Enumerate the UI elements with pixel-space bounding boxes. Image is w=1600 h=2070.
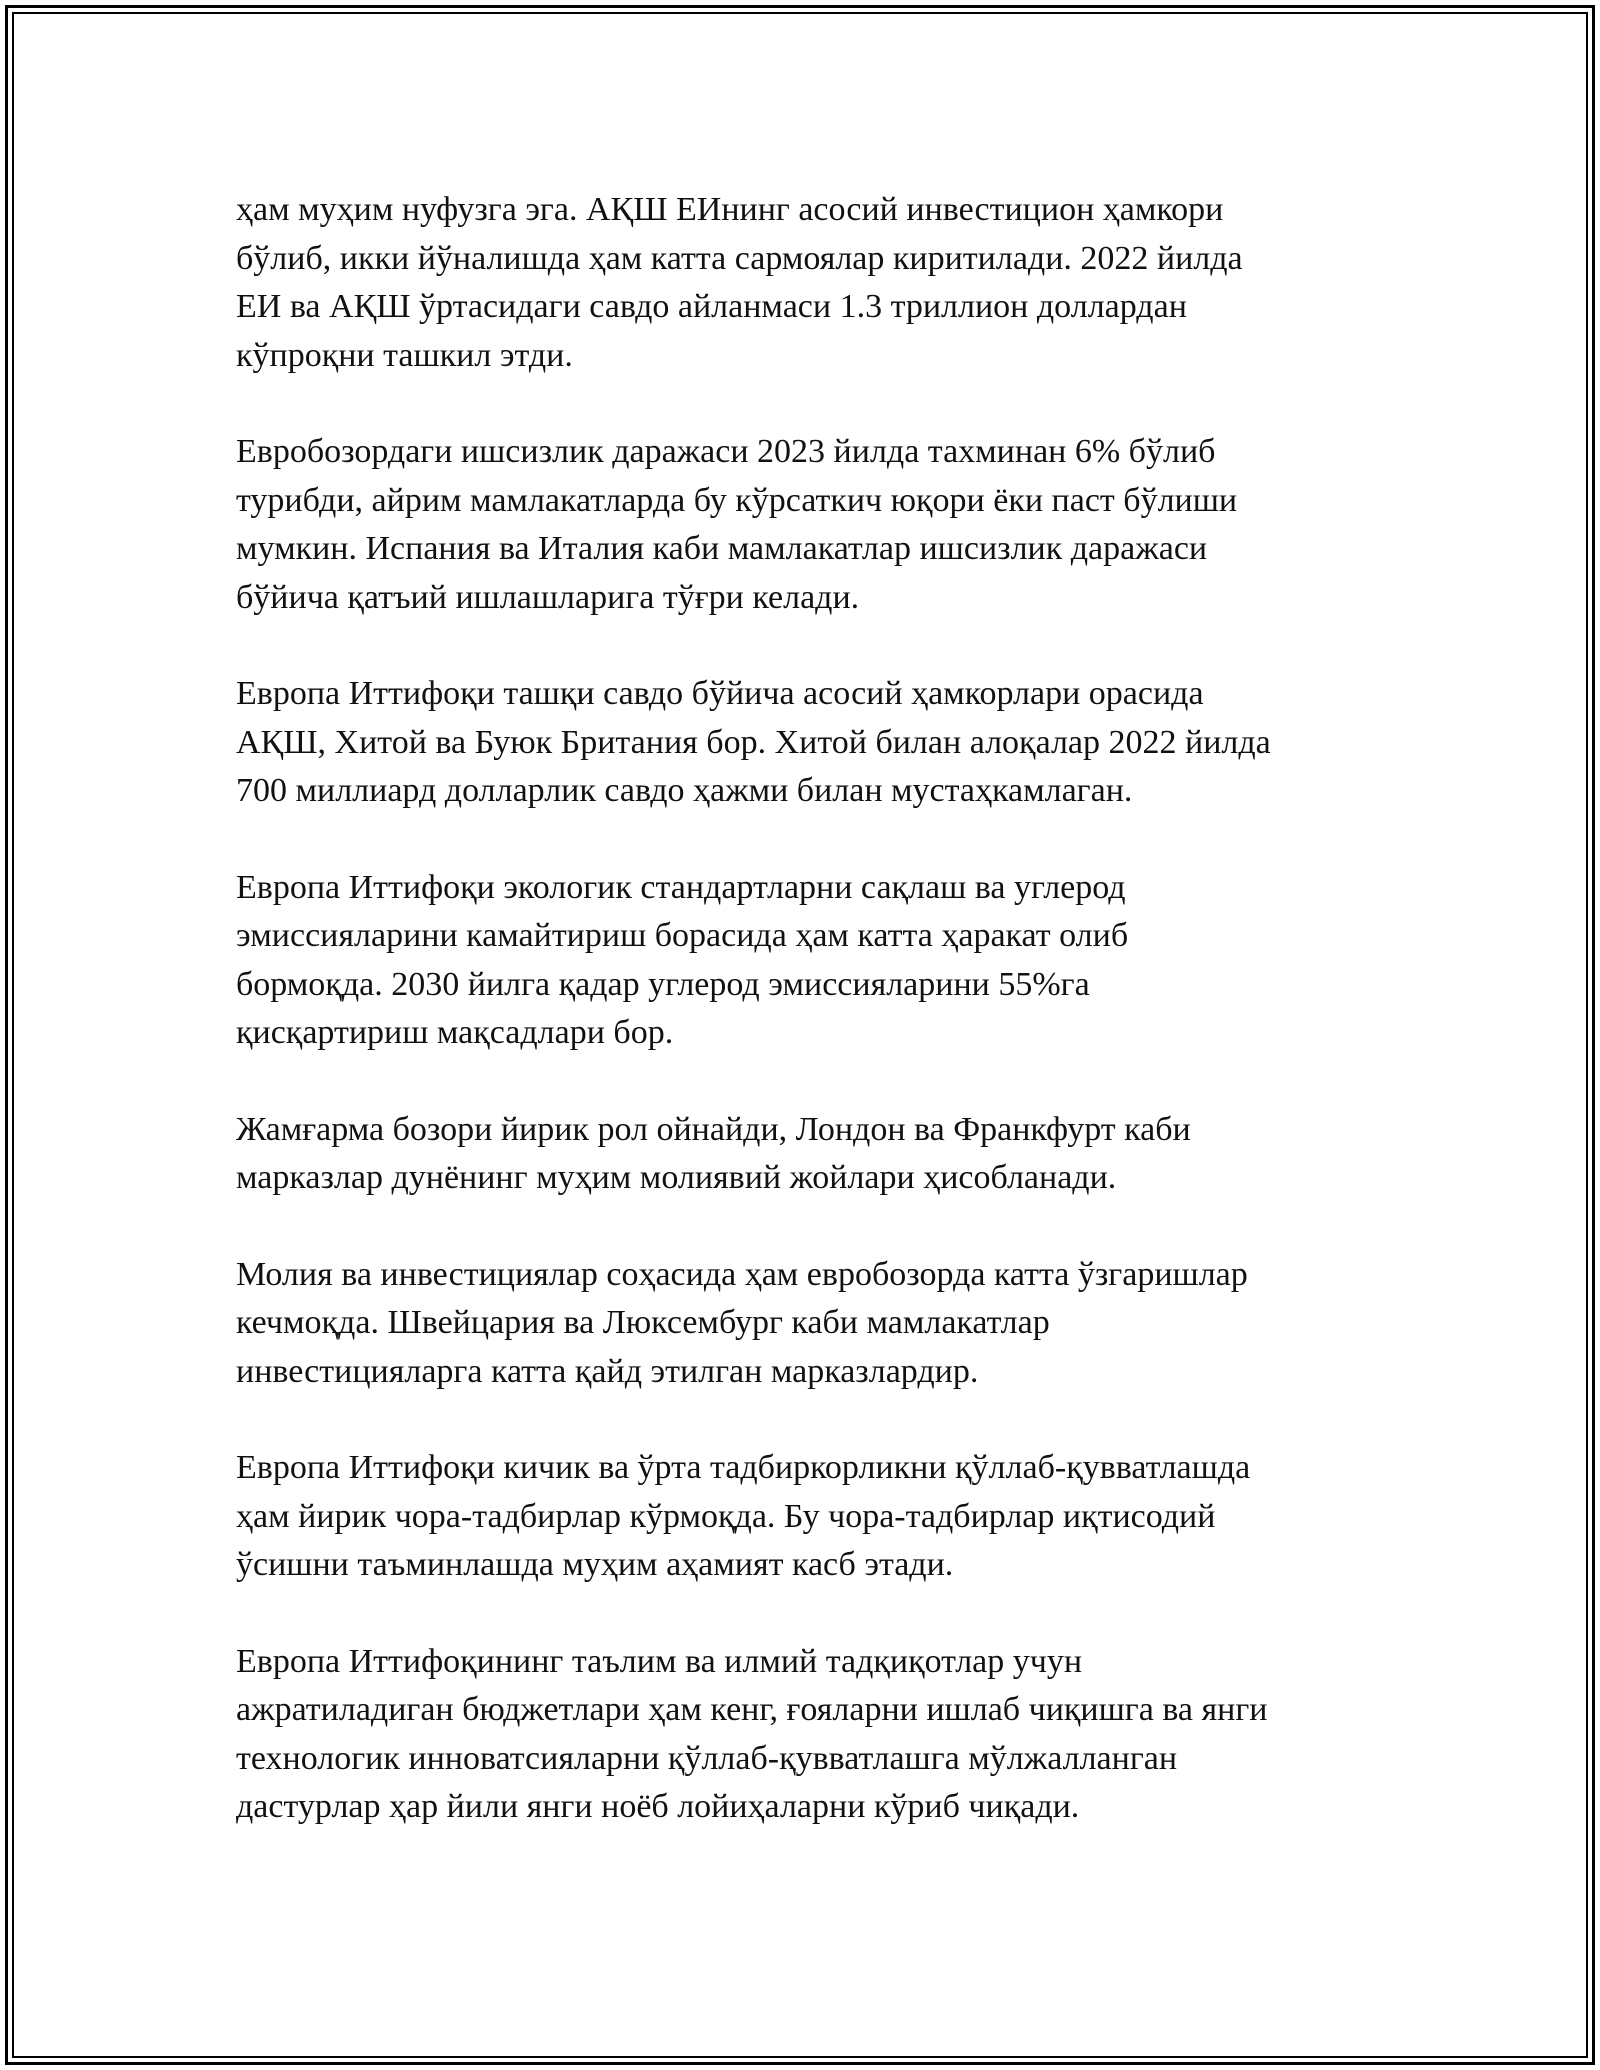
paragraph-5: Жамғарма бозори йирик рол ойнайди, Лондон ва Франкфурт каби марказлар дунёнинг муҳим молиявий жойлари ҳисобланади. [236, 1110, 1191, 1196]
document-body [236, 186, 1396, 1880]
paragraph-6: Молия ва инвестициялар соҳасида ҳам евробозорда катта ўзгаришлар кечмоқда. Швейцария ва Люксембург каби мамлакатлар инвестицияларга катта қайд этилган марказлардир. [236, 1255, 1248, 1390]
paragraph-2: Евробозордаги ишсизлик даражаси 2023 йилда тахминан 6% бўлиб турибди, айрим мамлакатларда бу кўрсаткич юқори ёки паст бўлиши мумкин. Испания ва Италия каби мамлакатлар ишсизлик даражаси бўйича қатъий ишлашларига тўғри келади. [236, 433, 1238, 616]
paragraph-8: Европа Иттифоқининг таълим ва илмий тадқиқотлар учун ажратиладиган бюджетлари ҳам кенг, ғояларни ишлаб чиқишга ва янги технологик инноватсияларни қўллаб-қувватлашга мўлжалланган дастурлар ҳар йили янги ноёб лойиҳаларни кўриб чиқади. [236, 1642, 1268, 1825]
paragraph-4: Европа Иттифоқи экологик стандартларни сақлаш ва углерод эмиссияларини камайтириш борасида ҳам катта ҳаракат олиб бормоқда. 2030 йилга қадар углерод эмиссияларини 55%га қисқартириш мақсадлари бор. [236, 868, 1129, 1051]
paragraph-1: ҳам муҳим нуфузга эга. АҚШ ЕИнинг асосий инвестицион ҳамкори бўлиб, икки йўналишда ҳам катта сармоялар киритилади. 2022 йилда ЕИ ва АҚШ ўртасидаги савдо айланмаси 1.3 триллион доллардан кўпроқни ташкил этди. [236, 191, 1243, 374]
paragraph-7: Европа Иттифоқи кичик ва ўрта тадбиркорликни қўллаб-қувватлашда ҳам йирик чора-тадбирлар кўрмоқда. Бу чора-тадбирлар иқтисодий ўсишни таъминлашда муҳим аҳамият касб этади. [236, 1449, 1251, 1583]
paragraph-3: Европа Иттифоқи ташқи савдо бўйича асосий ҳамкорлари орасида АҚШ, Хитой ва Буюк Британия бор. Хитой билан алоқалар 2022 йилда 700 миллиард долларлик савдо ҳажми билан мустаҳкамлаган. [236, 675, 1271, 809]
